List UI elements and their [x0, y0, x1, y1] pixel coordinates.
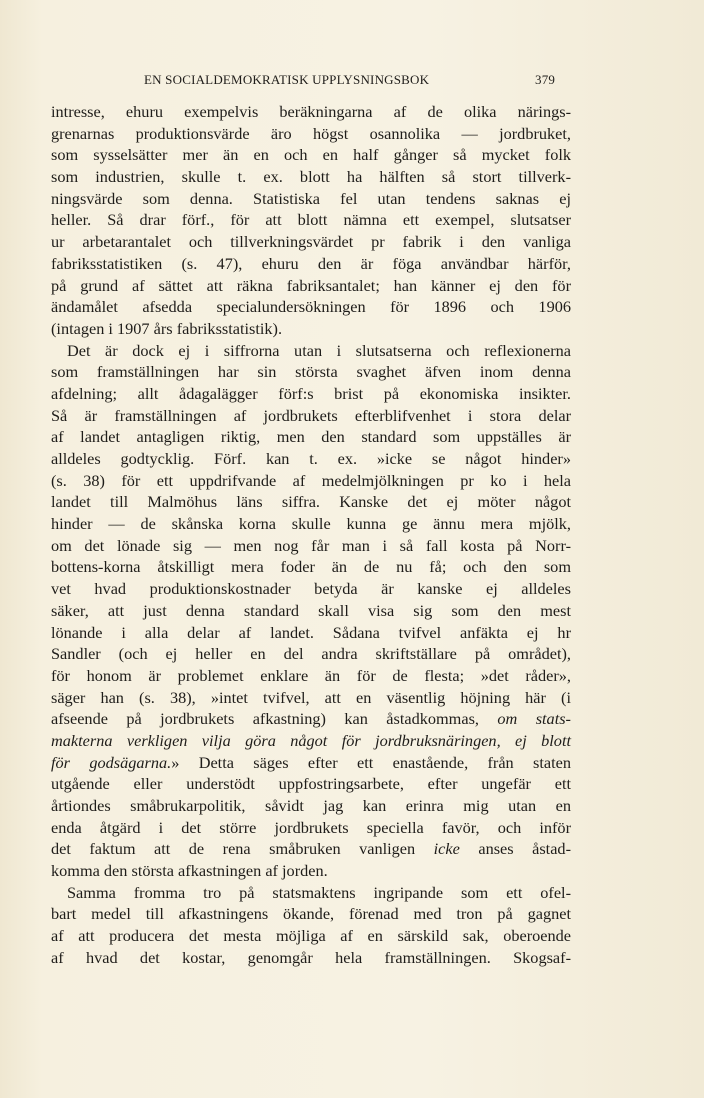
body-text	[51, 101, 571, 969]
text-line: utgående eller understödt uppfostringsarbete, efter ungefär ett	[51, 774, 571, 794]
text-line: som industrien, skulle t. ex. blott ha hälften så stort tillverk-	[51, 167, 571, 187]
page-number: 379	[535, 72, 556, 87]
text-line: bart medel till afkastningens ökande, förenad med tron på gagnet	[51, 904, 571, 924]
text-line: på grund af sättet att räkna fabriksantalet; han känner ej den för	[51, 275, 571, 295]
text-line: af landet antagligen riktig, men den standard som uppställes är	[51, 427, 571, 447]
text-line: som framställningen har sin största svaghet äfven inom denna	[51, 362, 571, 382]
text-line: heller. Så drar förf., för att blott nämna ett exempel, slutsatser	[51, 210, 571, 230]
text-line: Samma fromma tro på statsmaktens ingripande som ett ofel-	[67, 882, 571, 902]
text-line: bottens-korna åtskilligt mera foder än de nu få; och den som	[51, 557, 571, 577]
text-line: intresse, ehuru exempelvis beräkningarna af de olika närings-	[51, 102, 571, 121]
text-line: ur arbetarantalet och tillverkningsvärdet pr fabrik i den vanliga	[51, 232, 571, 252]
text-line: lönande i alla delar af landet. Sådana tvifvel anfäkta ej hr	[51, 622, 571, 642]
text-line: Så är framställningen af jordbrukets efterblifvenhet i stora delar	[51, 405, 571, 425]
text-line: säger han (s. 38), »intet tvifvel, att en väsentlig höjning här (i	[51, 687, 571, 707]
text-line: säker, att just denna standard skall visa sig som den mest	[51, 600, 571, 620]
text-line: fabriksstatistiken (s. 47), ehuru den är föga användbar härför,	[51, 253, 571, 273]
text-line: Det är dock ej i siffrorna utan i slutsatserna och reflexionerna	[67, 340, 571, 360]
text-line: landet till Malmöhus läns siffra. Kanske det ej möter något	[51, 492, 571, 512]
text-line: afseende på jordbrukets afkastning) kan åstadkommas, om stats-	[51, 709, 571, 729]
text-line: för godsägarna.» Detta säges efter ett enastående, från staten	[51, 752, 571, 772]
text-line: vet hvad produktionskostnader betyda är kanske ej alldeles	[51, 579, 571, 599]
text-line: makterna verkligen vilja göra något för jordbruksnäringen, ej blott	[51, 730, 571, 750]
text-line: för honom är problemet enklare än för de flesta; »det råder»,	[51, 665, 571, 685]
text-line: afdelning; allt ådagalägger förf:s brist på ekonomiska insikter.	[51, 383, 571, 403]
text-line: det faktum att de rena småbruken vanligen icke anses åstad-	[51, 839, 571, 859]
text-line: grenarnas produktionsvärde äro högst osannolika — jordbruket,	[51, 123, 571, 143]
text-line: Sandler (och ej heller en del andra skriftställare på området),	[51, 644, 571, 664]
text-line: enda åtgärd i det större jordbrukets speciella favör, och inför	[51, 817, 571, 837]
text-line: af att producera det mesta möjliga af en särskild sak, oberoende	[51, 926, 571, 946]
text-line: komma den största afkastningen af jorden.	[51, 861, 328, 881]
text-line: om det lönade sig — men nog får man i så fall kosta på Norr-	[51, 535, 571, 555]
text-line: årtiondes småbrukarpolitik, såvidt jag kan erinra mig utan en	[51, 796, 571, 815]
text-line: hinder — de skånska korna skulle kunna ge ännu mera mjölk,	[51, 514, 571, 534]
text-line: ningsvärde som denna. Statistiska fel utan tendens saknas ej	[51, 188, 571, 208]
text-line: (s. 38) för ett uppdrifvande af medelmjölkningen pr ko i hela	[51, 470, 571, 490]
text-line: alldeles godtycklig. Förf. kan t. ex. »icke se något hinder»	[51, 449, 571, 468]
text-line: som sysselsätter mer än en och en half gånger så mycket folk	[51, 145, 571, 165]
text-line: af hvad det kostar, genomgår hela framställningen. Skogsaf-	[51, 947, 571, 967]
text-line: ändamålet afsedda specialundersökningen för 1896 och 1906	[51, 297, 571, 317]
running-title: EN SOCIALDEMOKRATISK UPPLYSNINGSBOK	[144, 72, 430, 87]
text-line: (intagen i 1907 års fabriksstatistik).	[51, 318, 283, 338]
